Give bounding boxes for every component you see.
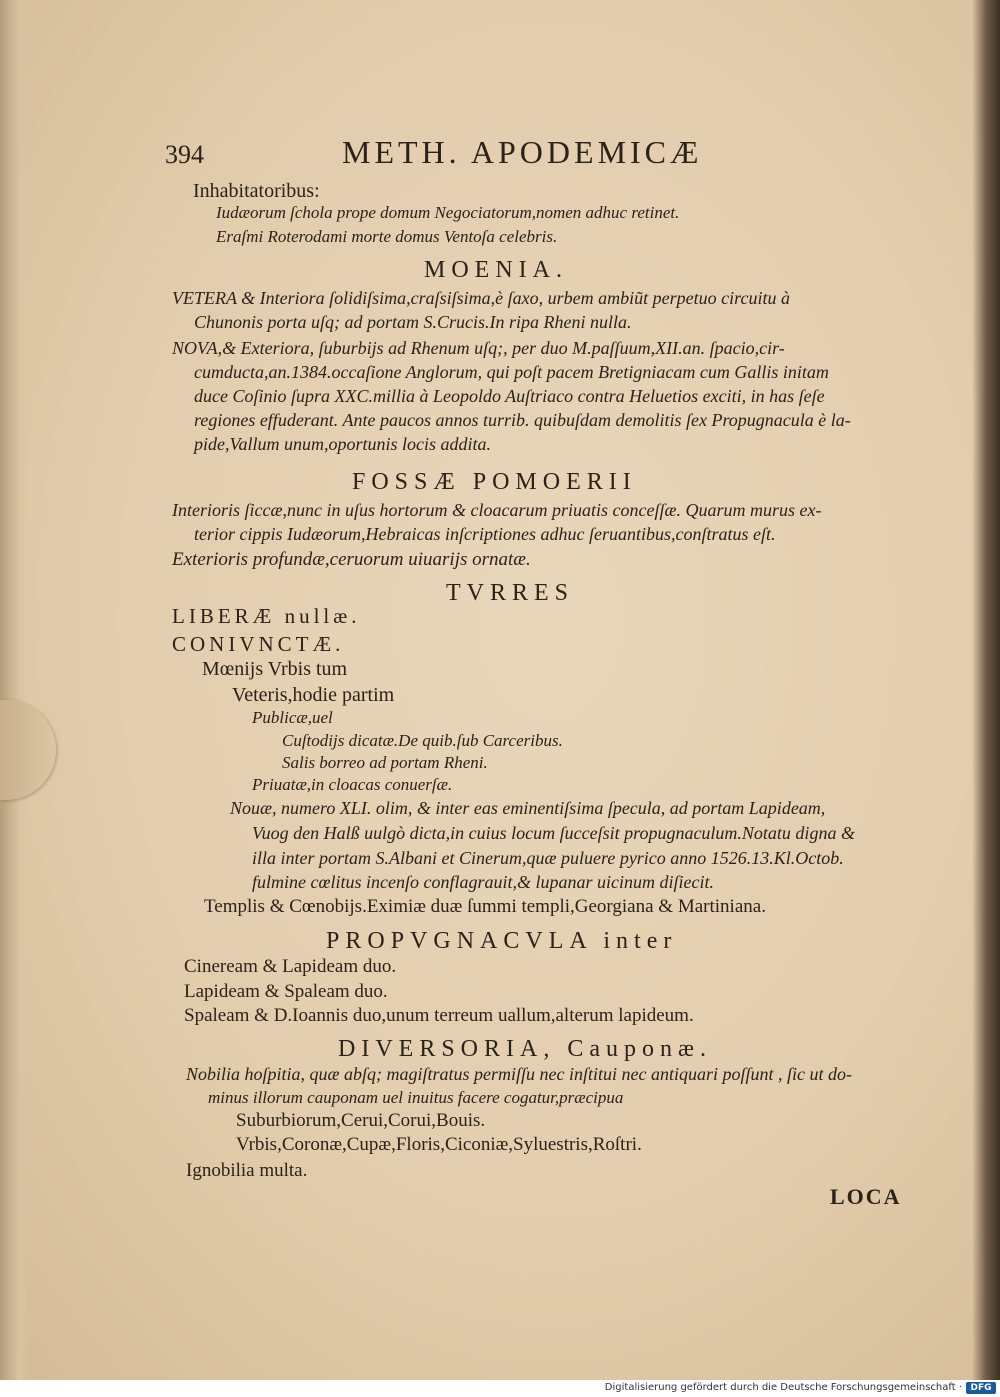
text-line: terior cippis Iudæorum,Hebraicas inſcriptiones adhuc ſeruantibus,conſtratus eſt.: [194, 524, 776, 544]
footer-credit: Digitalisierung gefördert durch die Deutsche Forschungsgemeinschaft ·: [604, 1382, 962, 1393]
section-heading: PROPVGNACVLA inter: [326, 928, 678, 954]
text-line: Inhabitatoribus:: [193, 180, 320, 202]
text-line: Chunonis porta uſq; ad portam S.Crucis.In ripa Rheni nulla.: [194, 312, 632, 332]
clasp-tab: [0, 700, 56, 800]
text-line: Interioris ſiccæ,nunc in uſus hortorum & cloacarum priuatis conceſſæ. Quarum murus ex-: [172, 500, 822, 520]
text-line: Templis & Cœnobijs.Eximiæ duæ ſummi templi,Georgiana & Martiniana.: [204, 896, 766, 917]
catchword: LOCA: [830, 1184, 902, 1209]
text-line: Spaleam & D.Ioannis duo,unum terreum uallum,alterum lapideum.: [184, 1005, 694, 1026]
text-line: minus illorum cauponam uel inuitus facere cogatur,præcipua: [208, 1088, 624, 1107]
section-heading: TVRRES: [446, 580, 575, 606]
text-line: Iudæorum ſchola prope domum Negociatorum,nomen adhuc retinet.: [216, 203, 680, 222]
text-line: Veteris,hodie partim: [232, 684, 395, 706]
dfg-logo-icon: DFG: [966, 1382, 996, 1394]
text-line: cumducta,an.1384.occaſione Anglorum, qui poſt pacem Bretigniacam cum Gallis initam: [194, 362, 829, 382]
text-line: NOVA,& Exteriora, ſuburbijs ad Rhenum uſq;, per duo M.paſſuum,XII.an. ſpacio,cir-: [172, 338, 785, 358]
section-heading: DIVERSORIA, Cauponæ.: [338, 1036, 713, 1062]
text-line: Suburbiorum,Cerui,Corui,Bouis.: [236, 1110, 486, 1131]
text-line: Nobilia hoſpitia, quæ abſq; magiſtratus permiſſu nec inſtitui nec antiquari poſſunt , ſic ut do-: [186, 1064, 852, 1084]
text-line: Vrbis,Coronæ,Cupæ,Floris,Ciconiæ,Syluestris,Roſtri.: [236, 1134, 642, 1155]
page-number: 394: [165, 140, 204, 169]
text-line: CONIVNCTÆ.: [172, 632, 345, 656]
text-line: Cineream & Lapideam duo.: [184, 956, 397, 977]
text-line: regiones effuderant. Ante paucos annos turrib. quibuſdam demolitis ſex Propugnacula è la-: [194, 410, 851, 430]
text-line: Nouæ, numero XLI. olim, & inter eas eminentiſsima ſpecula, ad portam Lapideam,: [230, 798, 826, 818]
text-line: duce Coſinio ſupra XXC.millia à Leopoldo Auſtriaco contra Heluetios exciti, in has ſeſe: [194, 386, 825, 406]
text-line: Lapideam & Spaleam duo.: [184, 981, 388, 1002]
text-line: Priuatæ,in cloacas conuerſæ.: [252, 775, 453, 794]
text-line: Ignobilia multa.: [186, 1160, 308, 1181]
text-line: Publicæ,uel: [252, 708, 333, 727]
text-line: pide,Vallum unum,oportunis locis addita.: [194, 434, 491, 454]
footer-bar: [0, 1380, 1000, 1397]
text-line: illa inter portam S.Albani et Cinerum,quæ puluere pyrico anno 1526.13.Kl.Octob.: [252, 848, 844, 868]
text-line: Salis borreo ad portam Rheni.: [282, 753, 488, 772]
section-heading: MOENIA.: [424, 257, 568, 283]
text-line: VETERA & Interiora ſolidiſsima,craſsiſsima,è ſaxo, urbem ambiũt perpetuo circuitu à: [172, 288, 790, 308]
text-line: LIBERÆ nullæ.: [172, 604, 361, 628]
section-heading: FOSSÆ POMOERII: [352, 469, 637, 495]
text-line: Vuog den Halß uulgò dicta,in cuius locum ſucceſsit propugnaculum.Notatu digna &: [252, 823, 855, 843]
text-line: Exterioris profundæ,ceruorum uiuarijs ornatæ.: [172, 549, 531, 570]
text-line: Cuſtodijs dicatæ.De quib.ſub Carceribus.: [282, 731, 563, 750]
text-line: fulmine cœlitus incenſo conflagrauit,& lupanar uicinum diſiecit.: [252, 872, 714, 892]
text-line: Mœnijs Vrbis tum: [202, 658, 348, 680]
text-line: Eraſmi Roterodami morte domus Ventoſa celebris.: [216, 227, 558, 246]
running-title: METH. APODEMICÆ: [342, 134, 703, 170]
page-edge: [0, 0, 28, 1380]
book-spine: [972, 0, 1000, 1380]
